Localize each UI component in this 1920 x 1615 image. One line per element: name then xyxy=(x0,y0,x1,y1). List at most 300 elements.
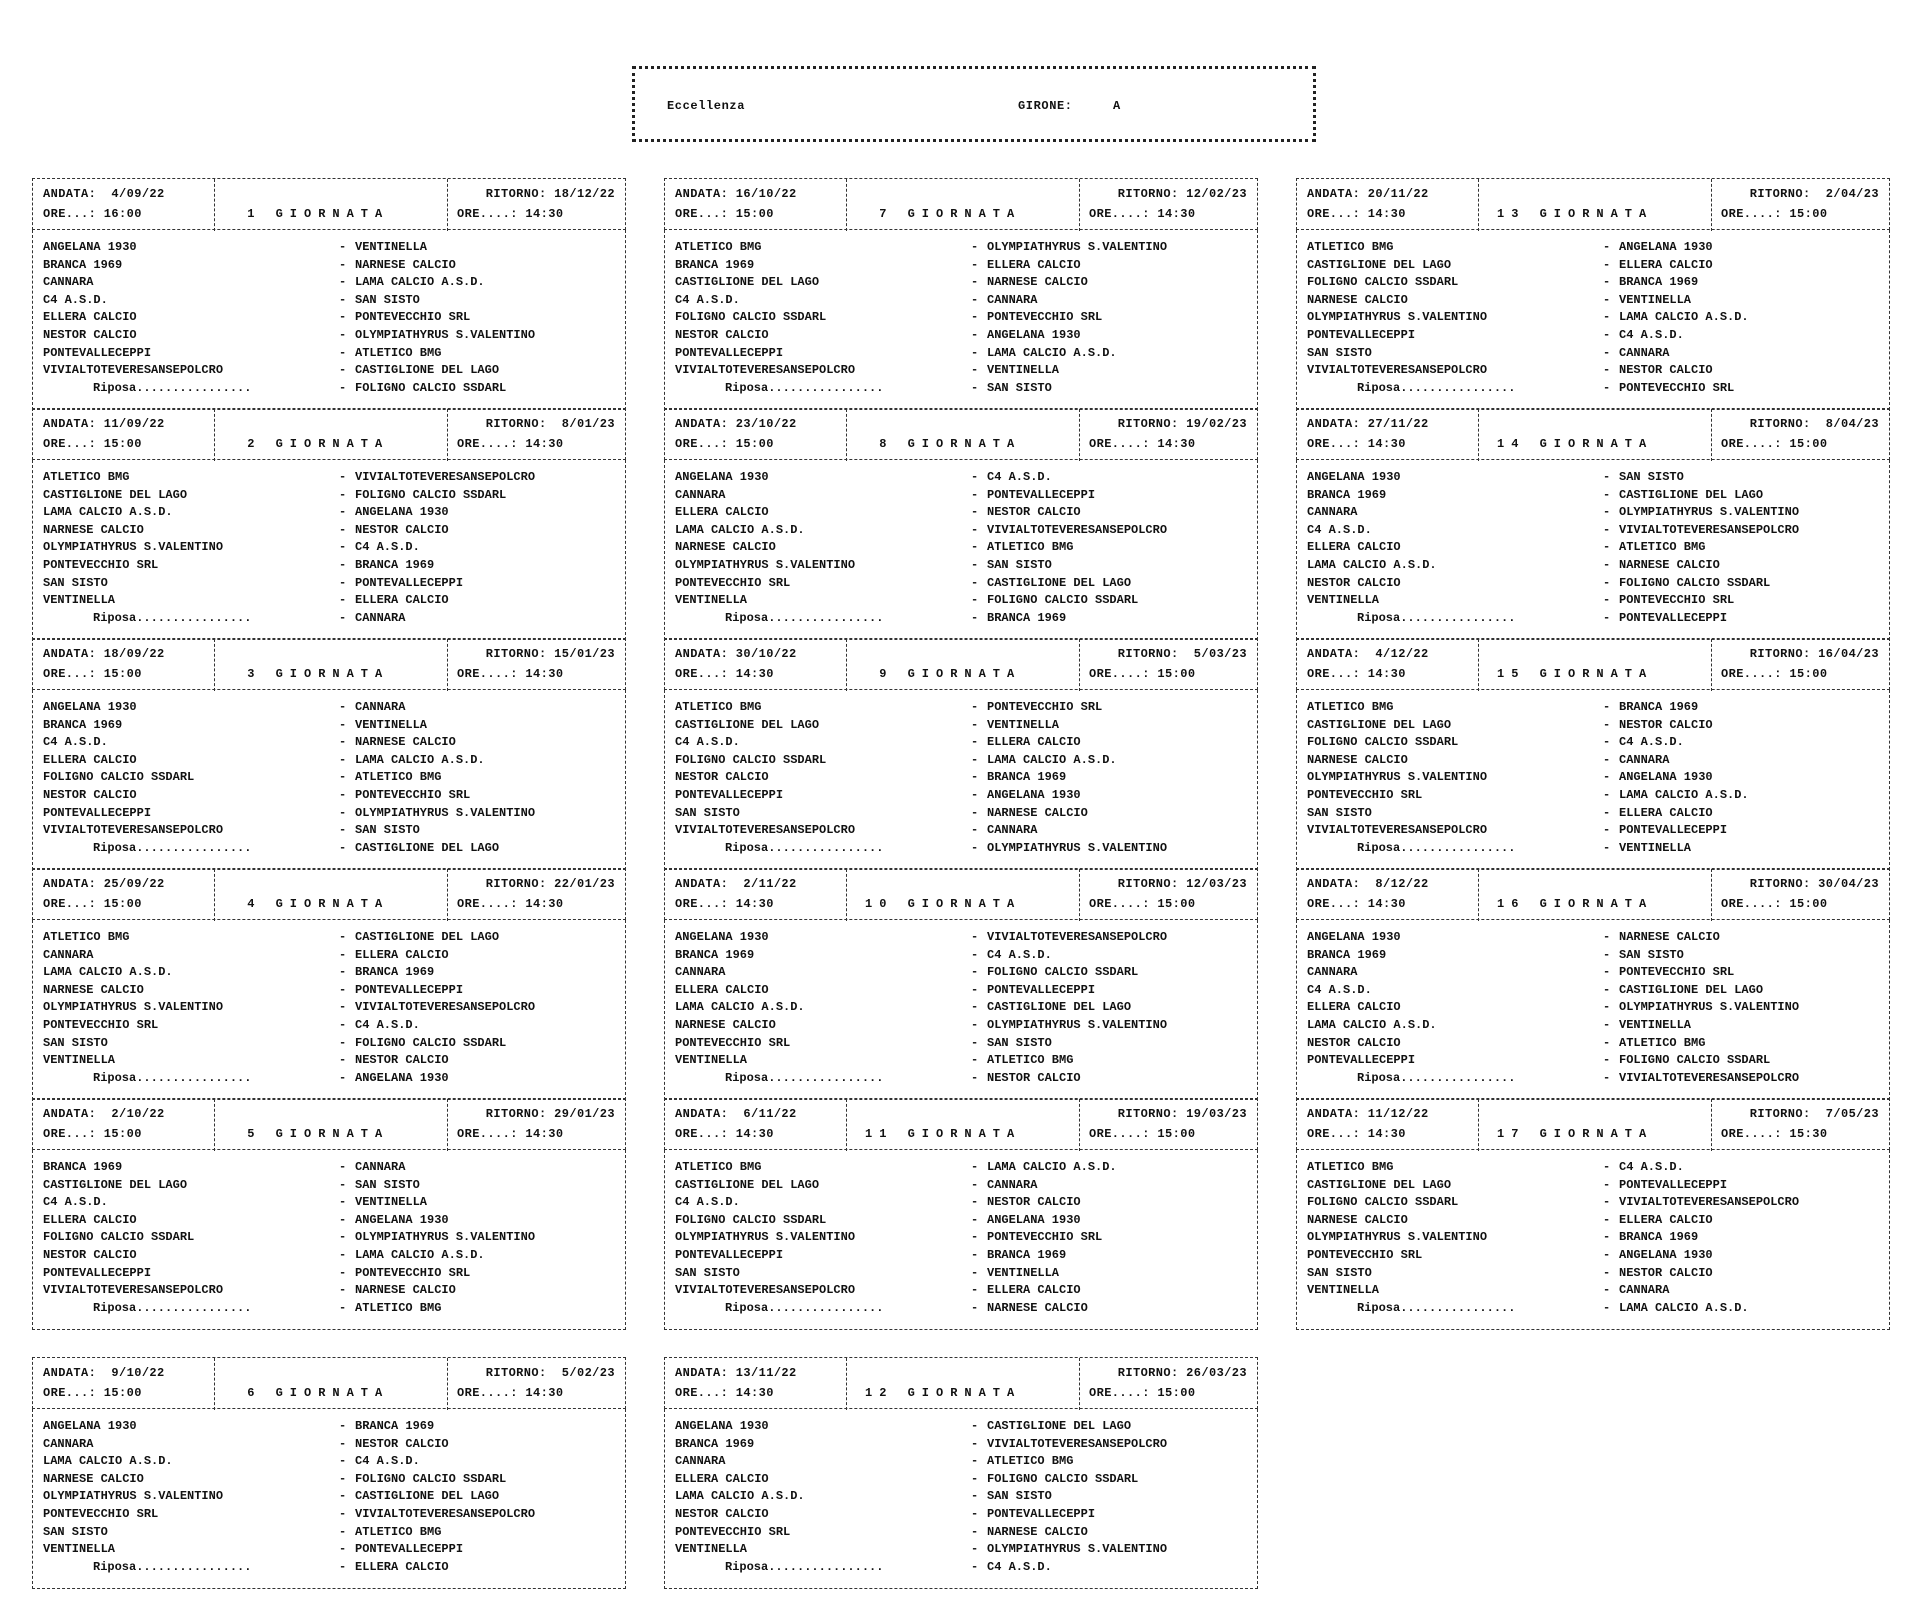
resting-team: PONTEVALLECEPPI xyxy=(1619,610,1728,625)
away-team: NARNESE CALCIO xyxy=(355,735,456,750)
separator: - xyxy=(339,1265,347,1280)
separator: - xyxy=(1603,575,1611,590)
separator: - xyxy=(971,363,979,378)
rest-row xyxy=(665,381,1257,399)
ritorno-date: RITORNO: 26/03/23 xyxy=(1117,1366,1247,1380)
away-team: BRANCA 1969 xyxy=(1619,1230,1699,1245)
away-team: OLYMPIATHYRUS S.VALENTINO xyxy=(987,240,1168,254)
match-row xyxy=(665,1053,1257,1071)
home-team: PONTEVECCHIO SRL xyxy=(43,1506,159,1521)
andata-date: ANDATA: 27/11/22 xyxy=(1307,417,1429,431)
separator: - xyxy=(339,1212,347,1227)
rest-label: Riposa................ xyxy=(725,1300,884,1315)
separator: - xyxy=(1603,700,1611,714)
away-team: PONTEVALLECEPPI xyxy=(355,575,464,590)
rest-row xyxy=(33,381,625,399)
home-team: LAMA CALCIO A.S.D. xyxy=(43,1454,173,1469)
round-number: 16 GIORNATA xyxy=(1497,897,1654,911)
away-team: CANNARA xyxy=(1619,345,1670,360)
round-header xyxy=(664,868,1258,920)
round-block xyxy=(1296,868,1890,1100)
rest-label: Riposa................ xyxy=(1357,610,1516,625)
match-row xyxy=(33,965,625,983)
away-team: CASTIGLIONE DEL LAGO xyxy=(1619,487,1764,502)
away-team: CANNARA xyxy=(987,1177,1038,1192)
away-team: NARNESE CALCIO xyxy=(987,1524,1088,1539)
separator: - xyxy=(339,380,347,395)
away-team: VIVIALTOTEVERESANSEPOLCRO xyxy=(355,470,536,484)
away-team: VIVIALTOTEVERESANSEPOLCRO xyxy=(987,522,1168,537)
separator: - xyxy=(339,1542,347,1557)
away-team: CASTIGLIONE DEL LAGO xyxy=(987,1000,1132,1015)
round-block xyxy=(32,408,626,640)
round-block xyxy=(1296,638,1890,870)
andata-time: ORE...: 14:30 xyxy=(675,667,774,681)
home-team: ANGELANA 1930 xyxy=(675,470,769,484)
home-team: VENTINELLA xyxy=(675,593,748,608)
rest-row xyxy=(33,841,625,859)
match-row xyxy=(33,1213,625,1231)
separator: - xyxy=(1603,345,1611,360)
separator: - xyxy=(1603,240,1611,254)
separator: - xyxy=(1603,487,1611,502)
separator: - xyxy=(1603,717,1611,732)
away-team: CASTIGLIONE DEL LAGO xyxy=(355,1489,500,1504)
away-team: VENTINELLA xyxy=(987,717,1060,732)
separator: - xyxy=(339,1559,347,1574)
divider xyxy=(846,1099,847,1151)
match-row xyxy=(665,488,1257,506)
ritorno-date: RITORNO: 29/01/23 xyxy=(485,1107,615,1121)
separator: - xyxy=(339,1454,347,1469)
home-team: ATLETICO BMG xyxy=(675,700,762,714)
away-team: NESTOR CALCIO xyxy=(987,505,1081,520)
away-team: NESTOR CALCIO xyxy=(355,522,449,537)
away-team: PONTEVECCHIO SRL xyxy=(355,787,471,802)
separator: - xyxy=(339,1283,347,1298)
separator: - xyxy=(971,1542,979,1557)
match-row xyxy=(665,240,1257,258)
away-team: VIVIALTOTEVERESANSEPOLCRO xyxy=(1619,1195,1800,1210)
home-team: ATLETICO BMG xyxy=(675,240,762,254)
match-row xyxy=(1297,983,1889,1001)
home-team: NARNESE CALCIO xyxy=(1307,1212,1408,1227)
separator: - xyxy=(339,1524,347,1539)
away-team: SAN SISTO xyxy=(987,1035,1052,1050)
away-team: CASTIGLIONE DEL LAGO xyxy=(355,930,500,944)
separator: - xyxy=(1603,593,1611,608)
ritorno-time: ORE....: 15:00 xyxy=(1721,437,1828,451)
separator: - xyxy=(971,1300,979,1315)
separator: - xyxy=(971,1160,979,1174)
separator: - xyxy=(1603,1177,1611,1192)
rest-label: Riposa................ xyxy=(725,1070,884,1085)
separator: - xyxy=(339,1419,347,1433)
home-team: CANNARA xyxy=(43,947,94,962)
ritorno-date: RITORNO: 5/03/23 xyxy=(1117,647,1247,661)
match-row xyxy=(33,1419,625,1437)
separator: - xyxy=(1603,840,1611,855)
ritorno-date: RITORNO: 19/03/23 xyxy=(1117,1107,1247,1121)
round-block xyxy=(32,638,626,870)
match-row xyxy=(665,770,1257,788)
away-team: CASTIGLIONE DEL LAGO xyxy=(1619,982,1764,997)
round-block xyxy=(664,408,1258,640)
round-header xyxy=(664,638,1258,690)
home-team: PONTEVALLECEPPI xyxy=(43,805,152,820)
away-team: NESTOR CALCIO xyxy=(355,1053,449,1068)
round-header xyxy=(32,1098,626,1150)
home-team: CASTIGLIONE DEL LAGO xyxy=(675,275,820,290)
match-row xyxy=(1297,293,1889,311)
round-header xyxy=(1296,638,1890,690)
ritorno-date: RITORNO: 18/12/22 xyxy=(485,187,615,201)
away-team: PONTEVECCHIO SRL xyxy=(355,1265,471,1280)
home-team: ATLETICO BMG xyxy=(43,930,130,944)
home-team: SAN SISTO xyxy=(1307,345,1372,360)
away-team: SAN SISTO xyxy=(987,1489,1052,1504)
away-team: FOLIGNO CALCIO SSDARL xyxy=(987,965,1139,980)
andata-time: ORE...: 14:30 xyxy=(675,1127,774,1141)
away-team: OLYMPIATHYRUS S.VALENTINO xyxy=(1619,505,1800,520)
divider xyxy=(1079,179,1080,231)
away-team: PONTEVECCHIO SRL xyxy=(987,1230,1103,1245)
ritorno-date: RITORNO: 8/04/23 xyxy=(1749,417,1879,431)
home-team: C4 A.S.D. xyxy=(1307,982,1372,997)
round-block xyxy=(1296,178,1890,410)
away-team: NESTOR CALCIO xyxy=(1619,1265,1713,1280)
separator: - xyxy=(1603,540,1611,555)
separator: - xyxy=(339,840,347,855)
away-team: SAN SISTO xyxy=(1619,947,1684,962)
resting-team: CASTIGLIONE DEL LAGO xyxy=(355,840,500,855)
match-row xyxy=(33,328,625,346)
round-block xyxy=(664,1357,1258,1589)
match-row xyxy=(33,753,625,771)
separator: - xyxy=(339,522,347,537)
home-team: SAN SISTO xyxy=(1307,1265,1372,1280)
separator: - xyxy=(971,1212,979,1227)
separator: - xyxy=(1603,1017,1611,1032)
separator: - xyxy=(1603,505,1611,520)
separator: - xyxy=(1603,770,1611,785)
home-team: PONTEVALLECEPPI xyxy=(675,787,784,802)
separator: - xyxy=(971,1247,979,1262)
home-team: ANGELANA 1930 xyxy=(43,1419,137,1433)
away-team: BRANCA 1969 xyxy=(1619,700,1699,714)
match-row xyxy=(665,1525,1257,1543)
separator: - xyxy=(339,363,347,378)
away-team: ANGELANA 1930 xyxy=(987,1212,1081,1227)
home-team: ANGELANA 1930 xyxy=(1307,930,1401,944)
divider xyxy=(846,1358,847,1410)
separator: - xyxy=(339,717,347,732)
match-row xyxy=(665,1248,1257,1266)
rest-row xyxy=(1297,841,1889,859)
home-team: NESTOR CALCIO xyxy=(675,327,769,342)
match-row xyxy=(33,1053,625,1071)
home-team: NARNESE CALCIO xyxy=(1307,292,1408,307)
rest-label: Riposa................ xyxy=(93,1559,252,1574)
separator: - xyxy=(1603,557,1611,572)
rest-label: Riposa................ xyxy=(1357,1300,1516,1315)
round-number: 11 GIORNATA xyxy=(865,1127,1022,1141)
rest-label: Riposa................ xyxy=(93,1300,252,1315)
away-team: ATLETICO BMG xyxy=(355,770,442,785)
divider xyxy=(1711,639,1712,691)
away-team: VIVIALTOTEVERESANSEPOLCRO xyxy=(355,1000,536,1015)
match-row xyxy=(1297,505,1889,523)
resting-team: CANNARA xyxy=(355,610,406,625)
match-row xyxy=(33,488,625,506)
match-row xyxy=(665,930,1257,948)
separator: - xyxy=(1603,310,1611,325)
andata-time: ORE...: 14:30 xyxy=(1307,1127,1406,1141)
home-team: C4 A.S.D. xyxy=(43,292,108,307)
divider xyxy=(214,1099,215,1151)
match-row xyxy=(1297,240,1889,258)
home-team: NARNESE CALCIO xyxy=(43,1471,144,1486)
home-team: CASTIGLIONE DEL LAGO xyxy=(1307,717,1452,732)
match-row xyxy=(665,700,1257,718)
away-team: FOLIGNO CALCIO SSDARL xyxy=(1619,1053,1771,1068)
andata-time: ORE...: 15:00 xyxy=(675,207,774,221)
match-row xyxy=(1297,310,1889,328)
away-team: BRANCA 1969 xyxy=(987,770,1067,785)
separator: - xyxy=(971,1230,979,1245)
separator: - xyxy=(339,1160,347,1174)
match-row xyxy=(665,328,1257,346)
resting-team: NARNESE CALCIO xyxy=(987,1300,1088,1315)
divider xyxy=(447,639,448,691)
separator: - xyxy=(971,1559,979,1574)
resting-team: VIVIALTOTEVERESANSEPOLCRO xyxy=(1619,1070,1800,1085)
away-team: CASTIGLIONE DEL LAGO xyxy=(987,1419,1132,1433)
home-team: FOLIGNO CALCIO SSDARL xyxy=(43,1230,195,1245)
separator: - xyxy=(971,1053,979,1068)
match-list xyxy=(664,920,1258,1100)
ritorno-time: ORE....: 14:30 xyxy=(457,667,564,681)
round-number: 1 GIORNATA xyxy=(233,207,390,221)
divider xyxy=(214,869,215,921)
separator: - xyxy=(339,1177,347,1192)
home-team: LAMA CALCIO A.S.D. xyxy=(675,1489,805,1504)
separator: - xyxy=(339,1000,347,1015)
ritorno-time: ORE....: 14:30 xyxy=(457,1127,564,1141)
ritorno-time: ORE....: 15:00 xyxy=(1721,667,1828,681)
match-row xyxy=(665,1036,1257,1054)
round-block xyxy=(32,178,626,410)
away-team: VENTINELLA xyxy=(987,1265,1060,1280)
divider xyxy=(1478,409,1479,461)
home-team: BRANCA 1969 xyxy=(1307,947,1387,962)
away-team: ANGELANA 1930 xyxy=(1619,1247,1713,1262)
home-team: FOLIGNO CALCIO SSDARL xyxy=(675,310,827,325)
match-row xyxy=(33,983,625,1001)
andata-date: ANDATA: 6/11/22 xyxy=(675,1107,797,1121)
ritorno-time: ORE....: 14:30 xyxy=(457,437,564,451)
match-row xyxy=(33,1036,625,1054)
match-row xyxy=(1297,1266,1889,1284)
match-row xyxy=(1297,1036,1889,1054)
match-row xyxy=(1297,1213,1889,1231)
separator: - xyxy=(1603,805,1611,820)
rest-label: Riposa................ xyxy=(725,840,884,855)
home-team: CANNARA xyxy=(43,1436,94,1451)
resting-team: OLYMPIATHYRUS S.VALENTINO xyxy=(987,840,1168,855)
separator: - xyxy=(1603,275,1611,290)
match-row xyxy=(665,718,1257,736)
separator: - xyxy=(971,1419,979,1433)
home-team: PONTEVECCHIO SRL xyxy=(1307,1247,1423,1262)
away-team: PONTEVALLECEPPI xyxy=(987,982,1096,997)
separator: - xyxy=(339,1247,347,1262)
away-team: PONTEVALLECEPPI xyxy=(355,1542,464,1557)
away-team: NARNESE CALCIO xyxy=(1619,557,1720,572)
home-team: FOLIGNO CALCIO SSDARL xyxy=(675,1212,827,1227)
home-team: VENTINELLA xyxy=(43,593,116,608)
home-team: ATLETICO BMG xyxy=(1307,700,1394,714)
ritorno-date: RITORNO: 22/01/23 xyxy=(485,877,615,891)
match-row xyxy=(665,1018,1257,1036)
match-list xyxy=(32,230,626,410)
match-row xyxy=(665,346,1257,364)
home-team: PONTEVALLECEPPI xyxy=(43,1265,152,1280)
andata-time: ORE...: 14:30 xyxy=(1307,897,1406,911)
home-team: VIVIALTOTEVERESANSEPOLCRO xyxy=(43,1283,224,1298)
match-row xyxy=(33,1283,625,1301)
home-team: NARNESE CALCIO xyxy=(675,1017,776,1032)
match-row xyxy=(33,293,625,311)
match-list xyxy=(1296,460,1890,640)
away-team: CASTIGLIONE DEL LAGO xyxy=(355,363,500,378)
andata-date: ANDATA: 2/10/22 xyxy=(43,1107,165,1121)
divider xyxy=(214,409,215,461)
away-team: CANNARA xyxy=(355,700,406,714)
home-team: BRANCA 1969 xyxy=(43,257,123,272)
away-team: SAN SISTO xyxy=(355,292,420,307)
separator: - xyxy=(339,593,347,608)
away-team: C4 A.S.D. xyxy=(355,1017,420,1032)
andata-date: ANDATA: 11/09/22 xyxy=(43,417,165,431)
separator: - xyxy=(1603,522,1611,537)
rest-label: Riposa................ xyxy=(1357,840,1516,855)
away-team: FOLIGNO CALCIO SSDARL xyxy=(987,593,1139,608)
separator: - xyxy=(971,700,979,714)
match-row xyxy=(33,275,625,293)
away-team: NESTOR CALCIO xyxy=(1619,363,1713,378)
separator: - xyxy=(971,470,979,484)
home-team: PONTEVALLECEPPI xyxy=(1307,1053,1416,1068)
divider xyxy=(1711,1099,1712,1151)
away-team: ATLETICO BMG xyxy=(355,1524,442,1539)
rest-row xyxy=(33,1560,625,1578)
round-block xyxy=(664,868,1258,1100)
home-team: BRANCA 1969 xyxy=(675,1436,755,1451)
separator: - xyxy=(971,1000,979,1015)
rest-row xyxy=(33,1071,625,1089)
match-row xyxy=(1297,948,1889,966)
separator: - xyxy=(1603,1035,1611,1050)
separator: - xyxy=(339,1436,347,1451)
separator: - xyxy=(971,240,979,254)
ritorno-date: RITORNO: 8/01/23 xyxy=(485,417,615,431)
away-team: VIVIALTOTEVERESANSEPOLCRO xyxy=(1619,522,1800,537)
match-row xyxy=(665,983,1257,1001)
resting-team: FOLIGNO CALCIO SSDARL xyxy=(355,380,507,395)
home-team: CANNARA xyxy=(1307,965,1358,980)
rest-label: Riposa................ xyxy=(93,380,252,395)
ritorno-time: ORE....: 15:00 xyxy=(1089,897,1196,911)
andata-date: ANDATA: 16/10/22 xyxy=(675,187,797,201)
home-team: PONTEVECCHIO SRL xyxy=(43,1017,159,1032)
divider xyxy=(846,179,847,231)
separator: - xyxy=(339,735,347,750)
match-row xyxy=(1297,735,1889,753)
separator: - xyxy=(1603,1247,1611,1262)
ritorno-time: ORE....: 14:30 xyxy=(1089,437,1196,451)
away-team: LAMA CALCIO A.S.D. xyxy=(1619,310,1749,325)
rest-label: Riposa................ xyxy=(1357,1070,1516,1085)
home-team: CANNARA xyxy=(675,487,726,502)
match-row xyxy=(665,1283,1257,1301)
home-team: ELLERA CALCIO xyxy=(43,1212,137,1227)
away-team: ANGELANA 1930 xyxy=(1619,240,1713,254)
away-team: VENTINELLA xyxy=(355,1195,428,1210)
rest-row xyxy=(33,1301,625,1319)
separator: - xyxy=(971,1070,979,1085)
andata-time: ORE...: 14:30 xyxy=(1307,207,1406,221)
away-team: NESTOR CALCIO xyxy=(1619,717,1713,732)
resting-team: BRANCA 1969 xyxy=(987,610,1067,625)
divider xyxy=(214,1358,215,1410)
home-team: CASTIGLIONE DEL LAGO xyxy=(675,1177,820,1192)
away-team: C4 A.S.D. xyxy=(1619,1160,1684,1174)
away-team: ELLERA CALCIO xyxy=(987,735,1081,750)
home-team: OLYMPIATHYRUS S.VALENTINO xyxy=(1307,770,1488,785)
separator: - xyxy=(339,557,347,572)
away-team: SAN SISTO xyxy=(355,1177,420,1192)
separator: - xyxy=(1603,327,1611,342)
rest-row xyxy=(1297,1301,1889,1319)
round-header xyxy=(32,1357,626,1409)
separator: - xyxy=(339,1053,347,1068)
home-team: CASTIGLIONE DEL LAGO xyxy=(1307,1177,1452,1192)
separator: - xyxy=(339,947,347,962)
rest-row xyxy=(665,611,1257,629)
home-team: BRANCA 1969 xyxy=(43,1160,123,1174)
rest-label: Riposa................ xyxy=(1357,380,1516,395)
match-row xyxy=(1297,363,1889,381)
separator: - xyxy=(1603,965,1611,980)
separator: - xyxy=(971,522,979,537)
home-team: ELLERA CALCIO xyxy=(1307,540,1401,555)
ritorno-date: RITORNO: 5/02/23 xyxy=(485,1366,615,1380)
match-row xyxy=(665,1160,1257,1178)
match-row xyxy=(33,718,625,736)
away-team: ANGELANA 1930 xyxy=(1619,770,1713,785)
match-row xyxy=(1297,1178,1889,1196)
match-row xyxy=(665,558,1257,576)
separator: - xyxy=(1603,752,1611,767)
home-team: CASTIGLIONE DEL LAGO xyxy=(43,1177,188,1192)
home-team: FOLIGNO CALCIO SSDARL xyxy=(1307,275,1459,290)
separator: - xyxy=(1603,1265,1611,1280)
home-team: CANNARA xyxy=(43,275,94,290)
home-team: PONTEVECCHIO SRL xyxy=(43,557,159,572)
away-team: LAMA CALCIO A.S.D. xyxy=(1619,787,1749,802)
away-team: C4 A.S.D. xyxy=(1619,735,1684,750)
